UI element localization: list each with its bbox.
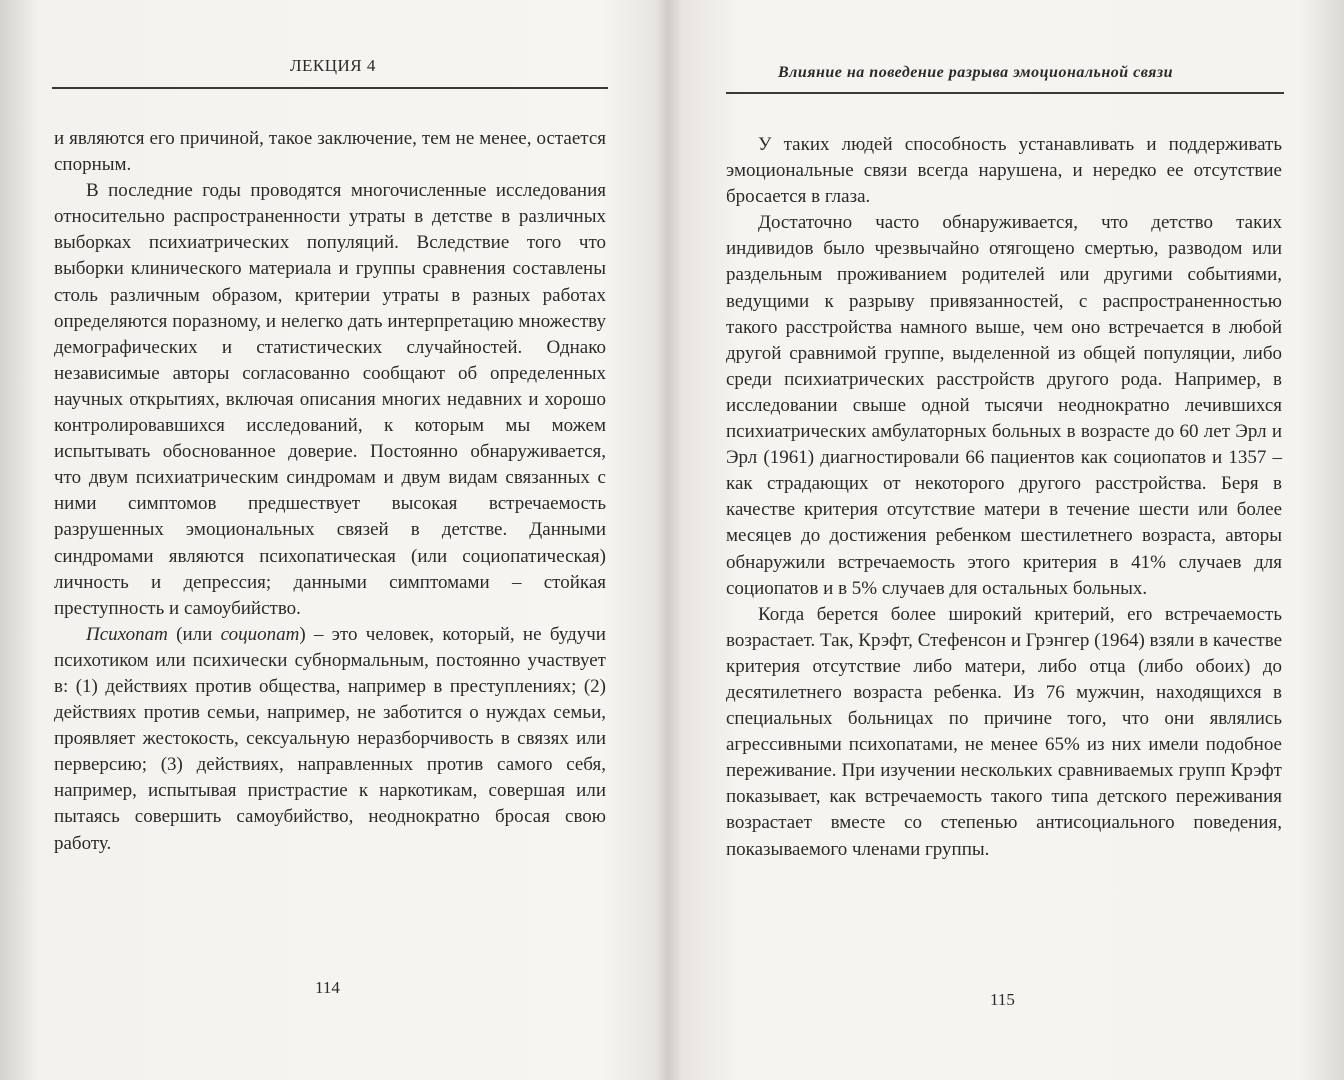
header-rule-right <box>726 92 1284 94</box>
paragraph: Достаточно часто обнаруживается, что детство таких индивидов было чрезвычайно отягощено смертью, разводом или раздельным проживанием родителей или другими событиями, ведущими к разрыву привязанностей, с распространенностью такого расстройства намного выше, чем оно встречается в любой другой сравнимой группе, выделенной из общей популяции, либо среди психиатрических расстройств другого рода. Например, в исследовании свыше одной тысячи неоднократно лечившихся психиатрических амбулаторных больных в возрасте до 60 лет Эрл и Эрл (1961) диагностировали 66 пациентов как социопатов и 1357 – как страдающих от некоторого другого расстройства. Беря в качестве критерия отсутствие матери в течение шести или более месяцев до достижения ребенком шестилетнего возраста, авторы обнаружили встречаемость этого критерия в 41% случаев для социопатов и в 5% случаев для остальных больных. <box>726 212 1282 599</box>
paragraph: В последние годы проводятся многочисленные исследования относительно распространенности утраты в детстве в различных выборках психиатрических популяций. Вследствие того что выборки клинического материала и группы сравнения составлены столь различным образом, критерии утраты в разных работах определяются поразному, и нелегко дать интерпретацию множеству демографических и статистических случайностей. Однако независимые авторы согласованно сообщают об определенных научных открытиях, включая описания многих недавних и хорошо контролировавшихся исследований, к которым мы можем испытывать обоснованное доверие. Постоянно обнаруживается, что двум психиатрическим синдромам и двум видам связанных с ними симптомов предшествует высокая встречаемость разрушенных эмоциональных связей в детстве. Данными синдромами являются психопатическая (или социопатическая) личность и депрессия; данными симптомами – стойкая преступность и самоубийство. <box>54 180 606 619</box>
term-sociopath: социопат <box>220 623 300 645</box>
term-psychopath: Психопат <box>86 623 168 645</box>
body-text-right <box>726 132 1282 863</box>
header-rule-left <box>52 87 608 89</box>
text-fragment: ) – это человек, который, не будучи психотиком или психически субнормальным, постоянно участвует в: (1) действиях против общества, например в преступлениях; (2) действиях против семьи, например, не заботится о нуждах семьи, проявляет жестокость, сексуальную неразборчивость в связях или перверсию; (3) действиях, направленных против самого себя, например, испытывая пристрастие к наркотикам, совершая или пытаясь совершить самоубийство, неоднократно бросая свою работу. <box>54 623 606 854</box>
left-page <box>0 0 668 1080</box>
running-head-left: ЛЕКЦИЯ 4 <box>290 56 376 75</box>
page-number-right: 115 <box>990 990 1015 1009</box>
page-number-left: 114 <box>315 978 340 997</box>
right-page <box>668 0 1344 1080</box>
running-head-right: Влияние на поведение разрыва эмоциональной связи <box>778 64 1174 81</box>
paragraph: Когда берется более широкий критерий, его встречаемость возрастает. Так, Крэфт, Стефенсон и Грэнгер (1964) взяли в качестве критерия отсутствие либо матери, либо отца (либо обоих) до десятилетнего возраста ребенка. Из 76 мужчин, находящихся в специальных больницах по причине того, что они являлись агрессивными психопатами, не менее 65% из них имели подобное переживание. При изучении нескольких сравниваемых групп Крэфт показывает, как встречаемость такого типа детского переживания возрастает вместе со степенью антисоциального поведения, показываемого членами группы. <box>726 603 1282 860</box>
body-text-left <box>54 126 606 857</box>
paragraph: и являются его причиной, такое заключение, тем не менее, остается спорным. <box>54 128 606 176</box>
paragraph-psychopath-definition <box>54 622 606 857</box>
paragraph: У таких людей способность устанавливать и поддерживать эмоциональные связи всегда нарушена, и нередко ее отсутствие бросается в глаза. <box>726 134 1282 208</box>
text-fragment: (или <box>167 623 221 645</box>
